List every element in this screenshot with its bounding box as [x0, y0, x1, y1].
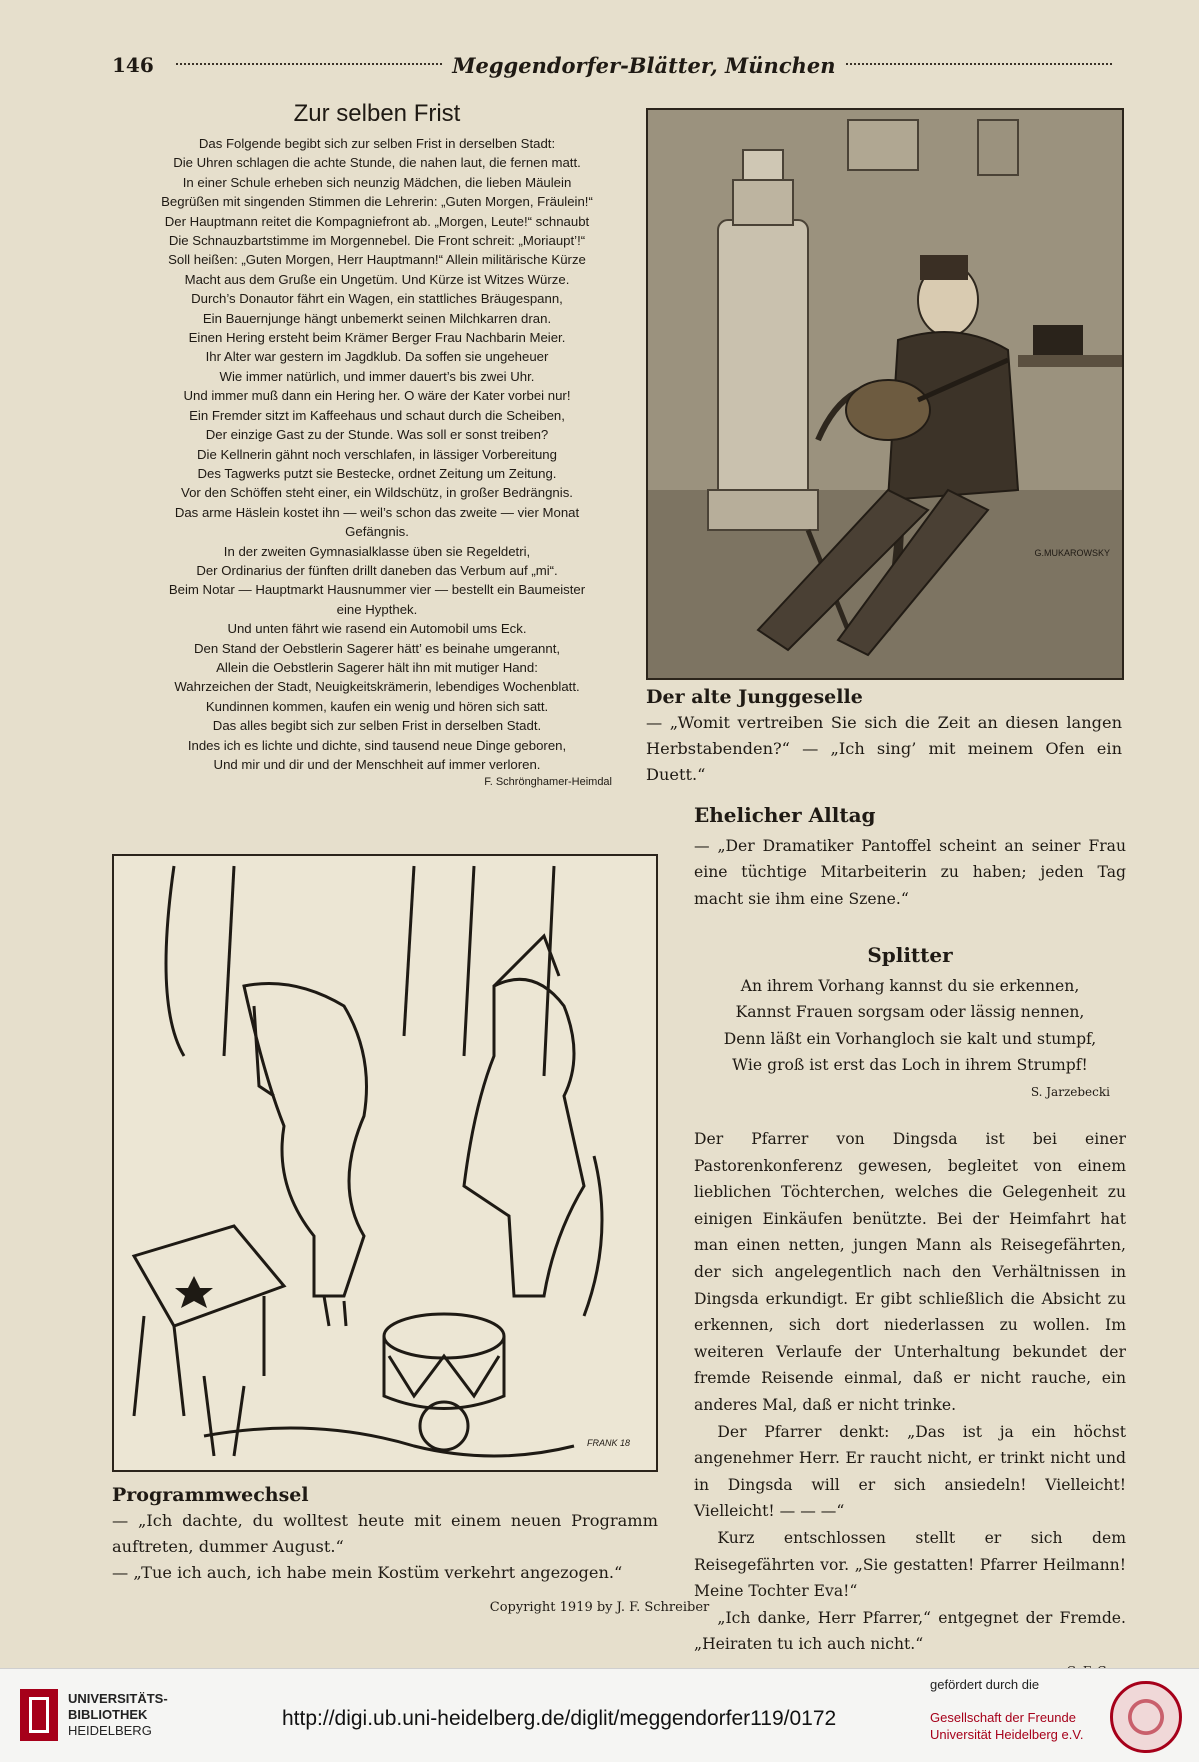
library-line-2: BIBLIOTHEK [68, 1707, 148, 1722]
poem-line: Macht aus dem Gruße ein Ungetüm. Und Kürze ist Witzes Würze. [184, 271, 570, 287]
illustration-bachelor-mandolin [646, 108, 1124, 680]
poem-line: Des Tagwerks putzt sie Bestecke, ordnet Zeitung um Zeitung. [197, 465, 557, 481]
poem-line: Soll heißen: „Guten Morgen, Herr Hauptmann!“ Allein militärische Kürze [168, 252, 586, 268]
library-line-3: HEIDELBERG [68, 1723, 152, 1738]
illustration-signature: G.MUKAROWSKY [1034, 548, 1110, 558]
poem-line: Gefängnis. [345, 524, 409, 540]
pfarrer-paragraph-3: Kurz entschlossen stellt er sich dem Reisegefährten vor. „Sie gestatten! Pfarrer Heilmann! Meine Tochter Eva!“ [694, 1528, 1126, 1601]
journal-title: Meggendorfer-Blätter, München [452, 52, 836, 78]
section-ehelicher-alltag [694, 802, 1126, 912]
page-number: 146 [112, 53, 154, 77]
poem-line: Beim Notar — Hauptmarkt Hausnummer vier — bestellt ein Baumeister [168, 582, 586, 598]
viewer-footer [0, 1668, 1199, 1762]
poem-line: Das arme Häslein kostet ihn — weil’s schon das zweite — vier Monat [174, 504, 580, 520]
permalink-url[interactable]: http://digi.ub.uni-heidelberg.de/diglit/meggendorfer119/0172 [282, 1707, 837, 1730]
poem-line: Den Stand der Oebstlerin Sagerer hätt’ es beinahe umgerannt, [193, 640, 561, 656]
society-name[interactable] [930, 1709, 1083, 1743]
funded-by-label: gefördert durch die [930, 1677, 1040, 1692]
poem-line: Indes ich es lichte und dichte, sind tausend neue Dinge geboren, [187, 737, 567, 753]
poem-line: Der Ordinarius der fünften drillt daneben das Verbum auf „mi“. [196, 562, 558, 578]
university-seal-icon[interactable] [1110, 1681, 1182, 1753]
pfarrer-paragraph-4: „Ich danke, Herr Pfarrer,“ entgegnet der Fremde. „Heiraten tu ich auch nicht.“ [694, 1608, 1126, 1654]
poem-line: Der einzige Gast zu der Stunde. Was soll er sonst treiben? [205, 427, 549, 443]
section-splitter [694, 942, 1126, 1106]
library-line-1: UNIVERSITÄTS- [68, 1691, 168, 1706]
poem-line: Die Kellnerin gähnt noch verschlafen, in lässiger Vorbereitung [197, 446, 557, 462]
splitter-line-1: An ihrem Vorhang kannst du sie erkennen, [740, 976, 1080, 995]
caption-junggeselle-title: Der alte Junggeselle [646, 686, 863, 708]
caption-programmwechsel-text-1: — „Ich dachte, du wolltest heute mit einem neuen Programm auftreten, dummer August.“ [112, 1511, 658, 1556]
illustration-clowns-signature: FRANK 18 [586, 1438, 630, 1448]
poem-line: Der Hauptmann reitet die Kompagniefront ab. „Morgen, Leute!“ schnaubt [164, 213, 590, 229]
poem-line: In einer Schule erheben sich neunzig Mädchen, die lieben Mäulein [182, 174, 572, 190]
poem-line: Allein die Oebstlerin Sagerer hält ihn mit mutiger Hand: [216, 659, 538, 675]
poem-line: Ihr Alter war gestern im Jagdklub. Da soffen sie ungeheuer [205, 349, 549, 365]
poem-line: Und unten fährt wie rasend ein Automobil ums Eck. [227, 621, 527, 637]
poem-line: In der zweiten Gymnasialklasse üben sie Regeldetri, [223, 543, 531, 559]
poem-body [112, 134, 642, 774]
poem-line: Das alles begibt sich zur selben Frist in derselben Stadt. [212, 718, 542, 734]
poem-title: Zur selben Frist [293, 100, 461, 127]
poem-line: eine Hypthek. [336, 601, 418, 617]
poem-line: Ein Fremder sitzt im Kaffeehaus und schaut durch die Scheiben, [189, 407, 565, 423]
splitter-line-3: Denn läßt ein Vorhangloch sie kalt und stumpf, [723, 1029, 1097, 1048]
header-ornament-left [176, 63, 443, 67]
poem-line: Das Folgende begibt sich zur selben Frist in derselben Stadt: [198, 136, 556, 151]
header-ornament-right [846, 63, 1113, 67]
poem-line: Und immer muß dann ein Hering her. O wäre der Kater vorbei nur! [183, 388, 571, 404]
poem-line: Die Uhren schlagen die achte Stunde, die nahen laut, die fernen matt. [173, 155, 581, 171]
caption-junggeselle [646, 684, 1122, 788]
poem-line: Einen Hering ersteht beim Krämer Berger Frau Nachbarin Meier. [188, 330, 566, 346]
page-header [112, 48, 1122, 82]
splitter-line-4: Wie groß ist erst das Loch in ihrem Strumpf! [732, 1056, 1088, 1075]
caption-programmwechsel [112, 1482, 658, 1586]
poem-line: Wahrzeichen der Stadt, Neuigkeitskrämerin, lebendiges Wochenblatt. [174, 679, 580, 695]
pfarrer-paragraph-2: Der Pfarrer denkt: „Das ist ja ein höchst angenehmer Herr. Er raucht nicht, er trinkt nicht und in Dingsda will er sich ansiedeln! Vielleicht! Vielleicht! — — —“ [694, 1422, 1126, 1521]
poem-line: Kundinnen kommen, kaufen ein wenig und hören sich satt. [205, 698, 549, 714]
poem-section [112, 100, 642, 788]
bachelor-drawing [648, 110, 1122, 678]
university-library-logo-icon[interactable] [20, 1689, 58, 1741]
splitter-line-2: Kannst Frauen sorgsam oder lässig nennen, [735, 1003, 1085, 1022]
pfarrer-paragraph-1: Der Pfarrer von Dingsda ist bei einer Pastorenkonferenz gewesen, begleitet von einem lieblichen Töchterchen, welches die Gelegenheit zu einigen Einkäufen benützte. Bei der Heimfahrt hat man einen netten, jungen Mann als Reisegefährten, der sich angelegentlich nach den Verhältnissen in Dingsda erkundigt. Er gibt schließlich die Absicht zu erkennen, sich dort niederlassen zu wollen. Im weiteren Verlaufe der Unterhaltung bekundet der fremde Reisende einmal, daß er nicht rauche, ein anderes Mal, daß er nicht trinke. [694, 1130, 1126, 1414]
caption-programmwechsel-text-2: — „Tue ich auch, ich habe mein Kostüm verkehrt angezogen.“ [112, 1563, 623, 1582]
illustration-clowns [112, 854, 658, 1472]
splitter-author: S. Jarzebecki [1030, 1084, 1110, 1099]
copyright-line: Copyright 1919 by J. F. Schreiber [489, 1600, 710, 1615]
caption-junggeselle-text: — „Womit vertreiben Sie sich die Zeit an diesen langen Herbstabenden?“ — „Ich sing’ mit meinem Ofen ein Duett.“ [646, 713, 1122, 784]
poem-line: Vor den Schöffen steht einer, ein Wildschütz, in großer Bedrängnis. [181, 485, 573, 501]
poem-line: Begrüßen mit singenden Stimmen die Lehrerin: „Guten Morgen, Fräulein!“ [161, 194, 593, 210]
poem-line: Und mir und dir und der Menschheit auf immer verloren. [213, 757, 541, 772]
society-line-1: Gesellschaft der Freunde [930, 1710, 1076, 1725]
university-library-name[interactable] [68, 1691, 168, 1739]
alltag-title: Ehelicher Alltag [694, 803, 876, 827]
poem-line: Ein Bauernjunge hängt unbemerkt seinen Milchkarren dran. [202, 310, 552, 326]
poem-line: Wie immer natürlich, und immer dauert’s bis zwei Uhr. [219, 368, 535, 384]
poem-line: Die Schnauzbartstimme im Morgennebel. Die Front schreit: „Moriaupt’!“ [168, 233, 586, 249]
caption-programmwechsel-title: Programmwechsel [112, 1484, 309, 1506]
clowns-drawing [114, 856, 656, 1470]
alltag-text: — „Der Dramatiker Pantoffel scheint an seiner Frau eine tüchtige Mitarbeiterin zu haben; jeden Tag macht sie ihm eine Szene.“ [694, 836, 1126, 908]
society-line-2: Universität Heidelberg e.V. [930, 1727, 1084, 1742]
poem-author: F. Schrönghamer-Heimdal [484, 776, 612, 789]
poem-line: Durch’s Donautor fährt ein Wagen, ein stattliches Bräugespann, [191, 291, 563, 307]
splitter-title: Splitter [867, 943, 953, 967]
